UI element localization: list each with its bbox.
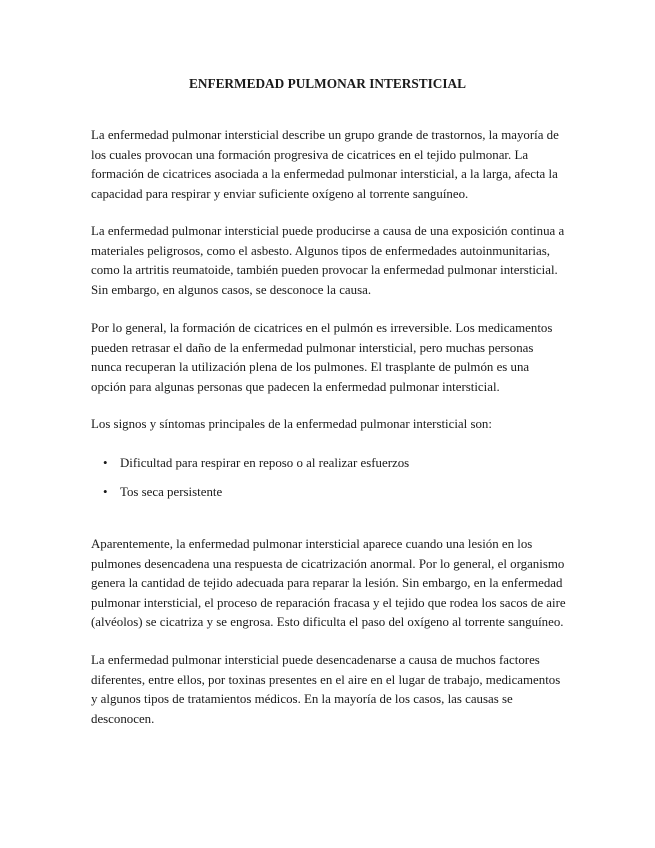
paragraph-causes-exposure: La enfermedad pulmonar intersticial puede producirse a causa de una exposición continua a materiales peligrosos, como el asbesto. Algunos tipos de enfermedades autoinmunitarias, como la artritis reumatoide, también pueden provocar la enfermedad pulmonar intersticial. Sin embargo, en algunos casos, se desconoce la causa.	[91, 224, 565, 297]
paragraph-triggers: La enfermedad pulmonar intersticial puede desencadenarse a causa de muchos factores diferentes, entre ellos, por toxinas presentes en el aire en el lugar de trabajo, medicamentos y algunos tipos de tratamientos médicos. En la mayoría de los casos, las causas se desconocen.	[91, 653, 561, 726]
list-item	[91, 454, 566, 483]
paragraph-definition: La enfermedad pulmonar intersticial describe un grupo grande de trastornos, la mayoría de los cuales provocan una formación progresiva de cicatrices en el tejido pulmonar. La formación de cicatrices asociada a la enfermedad pulmonar intersticial, a la larga, afecta la capacidad para respirar y enviar suficiente oxígeno al torrente sanguíneo.	[91, 128, 559, 201]
symptoms-list	[91, 454, 566, 511]
list-item-text: Tos seca persistente	[120, 484, 223, 499]
paragraph-mechanism: Aparentemente, la enfermedad pulmonar intersticial aparece cuando una lesión en los pulmones desencadena una respuesta de cicatrización anormal. Por lo general, el organismo genera la cantidad de tejido adecuada para reparar la lesión. Sin embargo, en la enfermedad pulmonar intersticial, el proceso de reparación fracasa y el tejido que rodea los sacos de aire (alvéolos) se cicatriza y se engrosa. Esto dificulta el paso del oxígeno al torrente sanguíneo.	[91, 537, 566, 629]
list-item	[91, 483, 566, 512]
paragraph-treatment: Por lo general, la formación de cicatrices en el pulmón es irreversible. Los medicamentos pueden retrasar el daño de la enfermedad pulmonar intersticial, pero muchas personas nunca recuperan la utilización plena de los pulmones. El trasplante de pulmón es una opción para algunas personas que padecen la enfermedad pulmonar intersticial.	[91, 321, 553, 394]
document-title: ENFERMEDAD PULMONAR INTERSTICIAL	[188, 76, 467, 91]
list-item-text: Dificultad para respirar en reposo o al realizar esfuerzos	[120, 456, 410, 470]
paragraph-symptoms-intro: Los signos y síntomas principales de la enfermedad pulmonar intersticial son:	[91, 417, 492, 431]
bullet-icon: •	[103, 484, 108, 499]
bullet-icon: •	[103, 456, 108, 470]
